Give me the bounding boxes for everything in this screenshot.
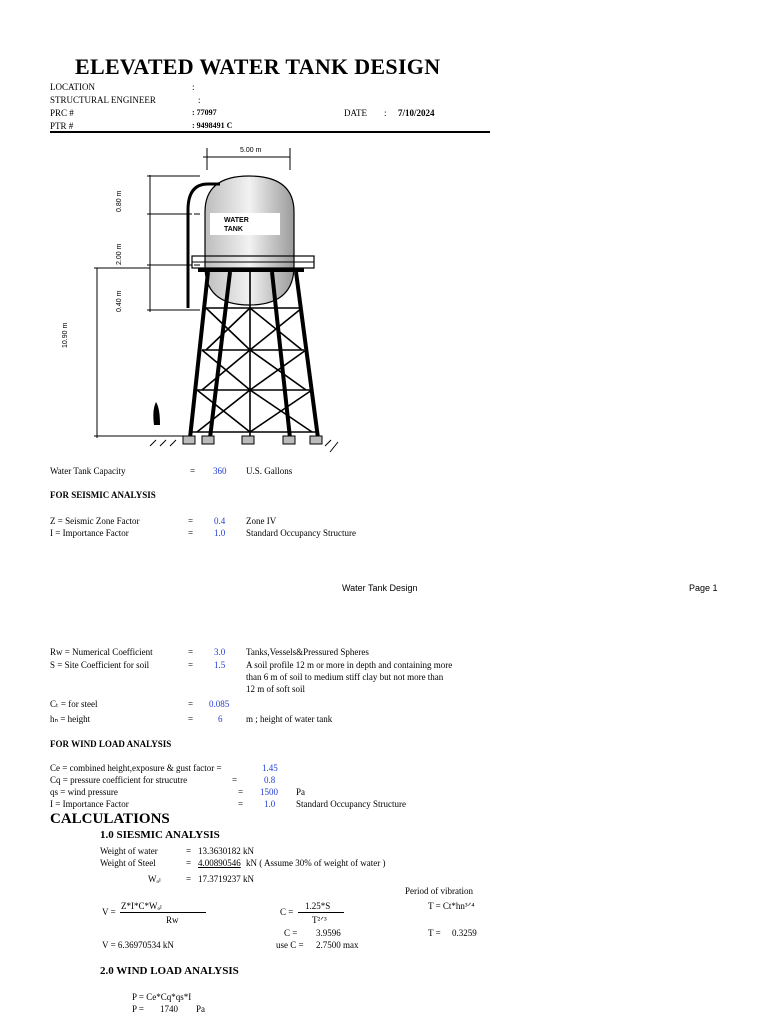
v-result: V = 6.36970534 kN (102, 940, 174, 950)
date-label: DATE (344, 108, 367, 118)
s-label: S = Site Coefficient for soil (50, 660, 150, 670)
c-denominator: T²ᐟ³ (312, 915, 327, 925)
ct-eq: = (188, 699, 194, 709)
i-note: Standard Occupancy Structure (246, 528, 356, 538)
cq-value: 0.8 (264, 775, 276, 785)
page-number: Page 1 (689, 583, 718, 593)
c-result-label: C = (284, 928, 298, 938)
c-lhs: C = (280, 907, 294, 917)
i2-note: Standard Occupancy Structure (296, 799, 406, 809)
wdl-value: 17.3719237 kN (198, 874, 254, 884)
rw-note: Tanks,Vessels&Pressured Spheres (246, 647, 369, 657)
hn-eq: = (188, 714, 194, 724)
cq-label: Cq = pressure coefficient for strucutre (50, 775, 188, 785)
use-c-label: use C = (276, 940, 304, 950)
location-value: : (192, 82, 195, 92)
c-fraction-bar (298, 912, 344, 913)
period-heading: Period of vibration (405, 886, 473, 896)
date-value: 7/10/2024 (398, 108, 435, 118)
rw-value: 3.0 (214, 647, 226, 657)
i-value: 1.0 (214, 528, 226, 538)
use-c-value: 2.7500 max (316, 940, 359, 950)
weight-steel-value: 4.00890546 (198, 858, 241, 868)
location-label: LOCATION (50, 82, 95, 92)
s-eq: = (188, 660, 194, 670)
dim-top-label: 5.00 m (240, 147, 262, 154)
qs-eq: = (238, 787, 244, 797)
prc-label: PRC # (50, 108, 74, 118)
cq-eq: = (232, 775, 238, 785)
dim-total-label: 10.90 m (62, 322, 69, 348)
capacity-unit: U.S. Gallons (246, 466, 293, 476)
rw-eq: = (188, 647, 194, 657)
z-eq: = (188, 516, 194, 526)
tank-label-line2: TANK (224, 226, 243, 233)
engineer-value: : (198, 95, 201, 105)
seismic-calc-heading: 1.0 SIESMIC ANALYSIS (100, 829, 220, 841)
qs-label: qs = wind pressure (50, 787, 118, 797)
capacity-label: Water Tank Capacity (50, 466, 126, 476)
footer-title: Water Tank Design (342, 583, 418, 593)
p-formula: P = Ce*Cq*qs*I (132, 992, 192, 1002)
page-title: ELEVATED WATER TANK DESIGN (75, 54, 441, 79)
s-value: 1.5 (214, 660, 226, 670)
i-eq: = (188, 528, 194, 538)
wdl-label: Wₒₗ (148, 874, 161, 884)
rw-label: Rw = Numerical Coefficient (50, 647, 153, 657)
v-fraction-bar (120, 912, 206, 913)
z-note: Zone IV (246, 516, 277, 526)
ct-label: Cₜ = for steel (50, 699, 98, 709)
t-result-value: 0.3259 (452, 928, 477, 938)
prc-value: : 77097 (192, 108, 217, 117)
v-numerator: Z*I*C*Wₒₗ (121, 901, 162, 911)
z-label: Z = Seismic Zone Factor (50, 516, 140, 526)
wdl-eq: = (186, 874, 192, 884)
p-label: P = (132, 1004, 144, 1014)
t-result-label: T = (428, 928, 441, 938)
water-tower-drawing (50, 140, 350, 460)
weight-water-label: Weight of water (100, 846, 158, 856)
qs-value: 1500 (260, 787, 278, 797)
ptr-value: : 9498491 C (192, 121, 233, 130)
header-rule (50, 131, 490, 133)
i2-value: 1.0 (264, 799, 276, 809)
engineer-label: STRUCTURAL ENGINEER (50, 95, 156, 105)
z-value: 0.4 (214, 516, 226, 526)
t-formula: T = Ct*hn³ᐟ⁴ (428, 901, 475, 911)
tank-label-line1: WATER (224, 217, 249, 224)
qs-unit: Pa (296, 787, 305, 797)
s-note-line2: than 6 m of soil to medium stiff clay but not more than (246, 672, 444, 682)
hn-note: m ; height of water tank (246, 714, 333, 724)
s-note-line3: 12 m of soft soil (246, 684, 306, 694)
ce-value: 1.45 (262, 763, 278, 773)
calculations-heading: CALCULATIONS (50, 811, 170, 827)
v-denominator: Rw (166, 915, 179, 925)
hn-label: hₙ = height (50, 714, 91, 724)
dim-a-label: 0.80 m (116, 190, 123, 212)
i2-eq: = (238, 799, 244, 809)
hn-value: 6 (218, 714, 223, 724)
p-value: 1740 (160, 1004, 178, 1014)
dim-c-label: 0.40 m (116, 290, 123, 312)
weight-steel-note: kN ( Assume 30% of weight of water ) (246, 858, 386, 868)
capacity-eq: = (190, 466, 196, 476)
ptr-label: PTR # (50, 121, 74, 131)
wind-section-heading: FOR WIND LOAD ANALYSIS (50, 739, 172, 749)
v-lhs: V = (102, 907, 116, 917)
s-note-line1: A soil profile 12 m or more in depth and containing more (246, 660, 453, 670)
weight-steel-eq: = (186, 858, 192, 868)
capacity-value: 360 (213, 466, 227, 476)
c-result-value: 3.9596 (316, 928, 341, 938)
ct-value: 0.085 (209, 699, 230, 709)
ce-label: Ce = combined height,exposure & gust factor = (50, 763, 222, 773)
c-numerator: 1.25*S (305, 901, 331, 911)
p-unit: Pa (196, 1004, 205, 1014)
wind-calc-heading: 2.0 WIND LOAD ANALYSIS (100, 965, 239, 977)
weight-water-value: 13.3630182 kN (198, 846, 254, 856)
weight-water-eq: = (186, 846, 192, 856)
dim-b-label: 2.00 m (116, 243, 123, 265)
weight-steel-label: Weight of Steel (100, 858, 156, 868)
seismic-section-heading: FOR SEISMIC ANALYSIS (50, 490, 156, 500)
date-sep: : (384, 108, 387, 118)
i2-label: I = Importance Factor (50, 799, 129, 809)
i-label: I = Importance Factor (50, 528, 129, 538)
